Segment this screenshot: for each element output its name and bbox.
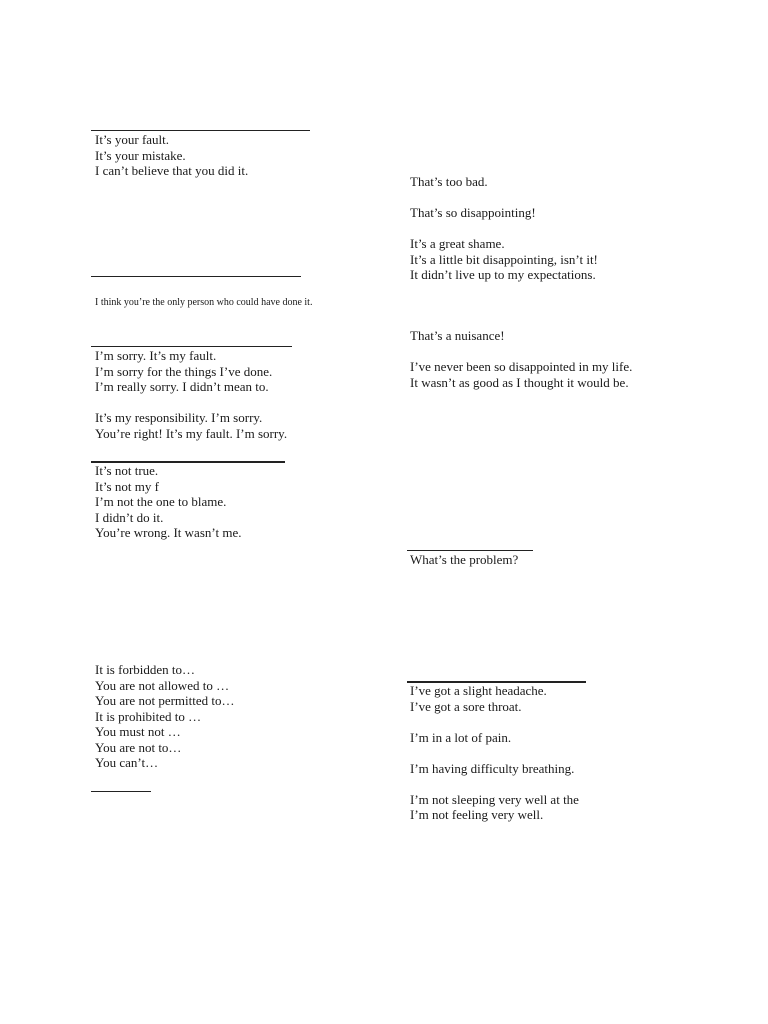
accuse-note: I think you’re the only person who could have done it.	[95, 297, 313, 308]
list-item: That’s so disappointing!	[410, 205, 536, 220]
list-item: You’re wrong. It wasn’t me.	[95, 525, 242, 540]
blank-line-problem	[407, 550, 533, 551]
list-item: You are not permitted to…	[95, 693, 235, 708]
list-item: It’s not my f	[95, 478, 159, 494]
list-item: That’s too bad.	[410, 174, 488, 189]
list-item: I’m having difficulty breathing.	[410, 760, 575, 776]
admit-phrases	[95, 348, 287, 441]
list-item: It is forbidden to…	[95, 662, 196, 677]
list-item: You can’t…	[95, 755, 159, 770]
list-item: I’m in a lot of pain.	[410, 729, 512, 745]
list-item: It’s your fault.	[95, 132, 170, 147]
list-item: You are not allowed to …	[95, 677, 230, 693]
list-item: I’m not sleeping very well at the	[410, 791, 579, 807]
disappointment-phrases	[410, 174, 598, 283]
deny-phrases	[95, 463, 241, 541]
list-item: I’m not the one to blame.	[95, 494, 227, 509]
list-item: I’ve never been so disappointed in my life.	[410, 359, 633, 374]
symptom-phrases	[410, 683, 579, 823]
list-item: It’s a little bit disappointing, isn’t it!	[410, 251, 598, 267]
prohibit-phrases	[95, 662, 235, 771]
list-item: You must not …	[95, 724, 181, 739]
disappointment-phrases-2	[410, 328, 632, 390]
blank-line-accuse	[91, 276, 301, 277]
blame-phrases	[95, 132, 248, 179]
list-item: I’m not feeling very well.	[410, 807, 544, 822]
list-item: I’ve got a sore throat.	[410, 698, 522, 714]
list-item: That’s a nuisance!	[410, 328, 505, 343]
list-item: I’m sorry. It’s my fault.	[95, 348, 217, 363]
list-item: I’ve got a slight headache.	[410, 683, 547, 698]
list-item: I’m really sorry. I didn’t mean to.	[95, 379, 269, 394]
blank-line-blame	[91, 130, 310, 131]
list-item: It’s my responsibility. I’m sorry.	[95, 410, 263, 425]
list-item: You are not to…	[95, 739, 182, 755]
list-item: I’m sorry for the things I’ve done.	[95, 363, 273, 379]
blank-line-prohibit	[91, 791, 151, 792]
list-item: I can’t believe that you did it.	[95, 163, 249, 178]
list-item: You’re right! It’s my fault. I’m sorry.	[95, 425, 288, 441]
problem-question: What’s the problem?	[410, 552, 519, 567]
list-item: It’s your mistake.	[95, 147, 186, 163]
list-item: It’s not true.	[95, 463, 159, 478]
list-item: I didn’t do it.	[95, 509, 164, 525]
blank-line-admit	[91, 346, 292, 347]
list-item: It is prohibited to …	[95, 708, 202, 724]
list-item: It wasn’t as good as I thought it would be.	[410, 374, 629, 390]
list-item: It didn’t live up to my expectations.	[410, 267, 596, 282]
list-item: It’s a great shame.	[410, 236, 505, 251]
